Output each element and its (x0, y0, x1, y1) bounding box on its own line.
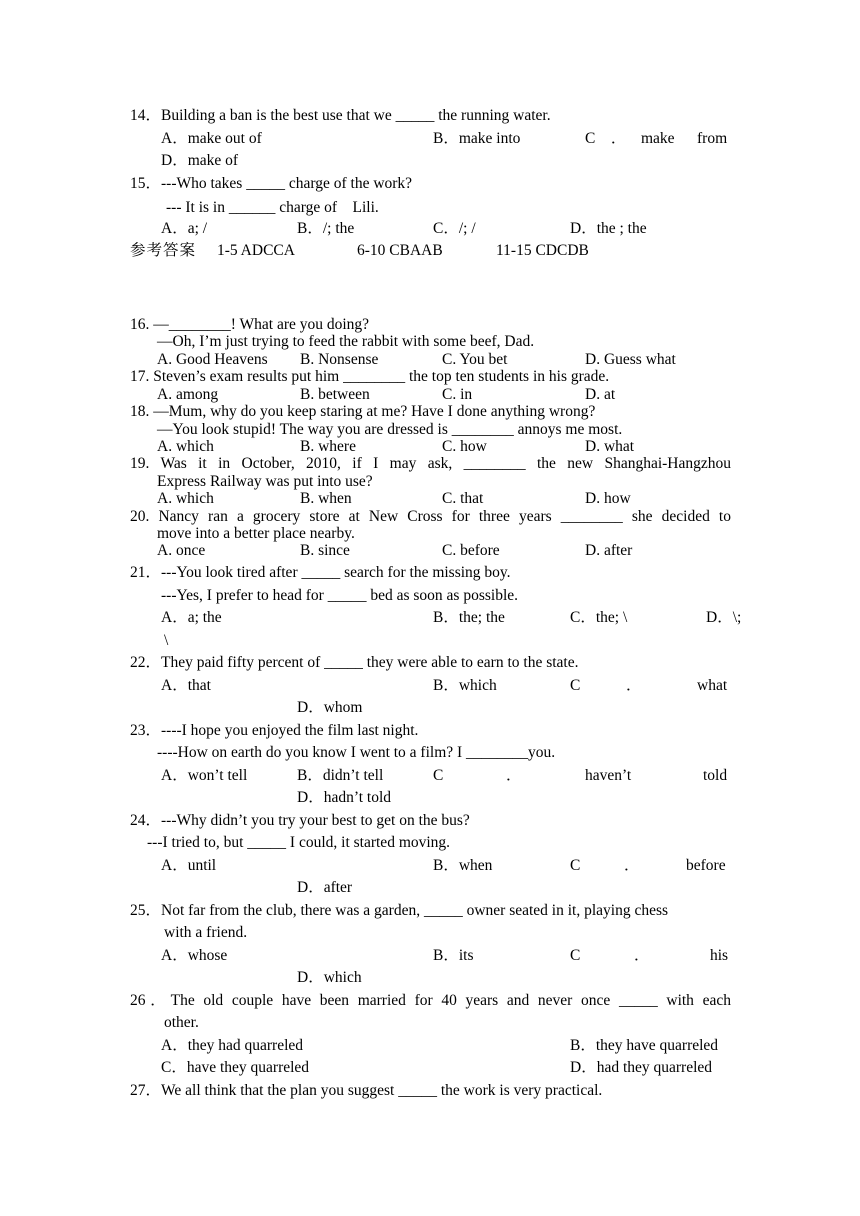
q23-option-c-word2: told (703, 767, 728, 784)
q16-stem: 16. —________! What are you doing? (130, 316, 370, 333)
q25-option-d: D．which (297, 969, 362, 986)
q15-stem-line2: --- It is in ______ charge of Lili. (166, 199, 379, 216)
q23-stem: 23．----I hope you enjoyed the film last night. (130, 722, 419, 739)
q21-option-a: A．a; the (161, 609, 222, 626)
q25-option-a: A．whose (161, 947, 228, 964)
q21-stem-line2: ---Yes, I prefer to head for _____ bed as soon as possible. (161, 587, 518, 604)
q24-stem-line2: ---I tried to, but _____ I could, it started moving. (147, 834, 451, 851)
q16-option-a: A. Good Heavens (157, 351, 268, 368)
q20-stem-line2: move into a better place nearby. (157, 525, 355, 542)
q21-option-d: D．\; (706, 609, 742, 626)
q18-option-d: D. what (585, 438, 635, 455)
q25-stem-line2: with a friend. (164, 924, 248, 941)
q15-option-c: C．/; / (433, 220, 476, 237)
q24-option-c-word: before (686, 857, 726, 874)
q15-option-b: B．/; the (297, 220, 355, 237)
q22-option-b: B．which (433, 677, 497, 694)
q26-stem-line2: other. (164, 1014, 199, 1031)
q19-option-b: B. when (300, 490, 352, 507)
q19-option-a: A. which (157, 490, 214, 507)
q18-option-a: A. which (157, 438, 214, 455)
q16-option-c: C. You bet (442, 351, 508, 368)
q16-stem-line2: —Oh, I’m just trying to feed the rabbit with some beef, Dad. (157, 333, 535, 350)
q18-stem: 18. —Mum, why do you keep staring at me? Have I done anything wrong? (130, 403, 596, 420)
answer-key-11-15: 11-15 CDCDB (496, 242, 589, 259)
q14-option-b: B．make into (433, 130, 521, 147)
q17-option-a: A. among (157, 386, 219, 403)
q25-option-c-word: his (710, 947, 729, 964)
q20-option-c: C. before (442, 542, 500, 559)
q20-option-a: A. once (157, 542, 206, 559)
q22-option-c-dot: ． (626, 677, 642, 694)
q19-stem-line2: Express Railway was put into use? (157, 473, 373, 490)
q21-option-b: B．the; the (433, 609, 505, 626)
q25-stem: 25．Not far from the club, there was a garden, _____ owner seated in it, playing chess (130, 902, 669, 919)
q14-option-c-word2: from (697, 130, 728, 147)
q25-option-b: B．its (433, 947, 474, 964)
q23-option-c-dot: ． (506, 767, 522, 784)
q24-option-d: D．after (297, 879, 353, 896)
answer-key-1-5: 1-5 ADCCA (217, 242, 295, 259)
q20-stem: 20. Nancy ran a grocery store at New Cross for three years ________ she decided to (130, 508, 731, 525)
q27-stem: 27．We all think that the plan you suggest _____ the work is very practical. (130, 1082, 603, 1099)
q18-option-c: C. how (442, 438, 487, 455)
q21-option-c: C．the; \ (570, 609, 628, 626)
q18-option-b: B. where (300, 438, 356, 455)
q15-stem: 15．---Who takes _____ charge of the work? (130, 175, 413, 192)
q17-option-d: D. at (585, 386, 616, 403)
q14-option-a: A．make out of (161, 130, 262, 147)
q24-option-c-label: C (570, 857, 581, 874)
q23-option-a: A．won’t tell (161, 767, 248, 784)
q22-option-d: D．whom (297, 699, 363, 716)
q23-option-c-label: C (433, 767, 444, 784)
q14-option-d: D．make of (161, 152, 239, 169)
q25-option-c-label: C (570, 947, 581, 964)
q26-option-a: A．they had quarreled (161, 1037, 304, 1054)
q22-option-c-label: C (570, 677, 581, 694)
q21-option-d-continued: \ (164, 632, 169, 649)
q26-option-b: B．they have quarreled (570, 1037, 719, 1054)
q23-stem-line2: ----How on earth do you know I went to a film? I ________you. (157, 744, 556, 761)
q16-option-d: D. Guess what (585, 351, 676, 368)
q16-option-b: B. Nonsense (300, 351, 379, 368)
q20-option-d: D. after (585, 542, 633, 559)
answer-key-label: 参考答案 (130, 242, 197, 259)
q22-option-c-word: what (697, 677, 728, 694)
q15-option-d: D．the ; the (570, 220, 647, 237)
q24-option-c-dot: ． (624, 857, 640, 874)
q19-option-c: C. that (442, 490, 484, 507)
q19-stem: 19. Was it in October, 2010, if I may ask, ________ the new Shanghai-Hangzhou (130, 455, 731, 472)
q26-option-c: C．have they quarreled (161, 1059, 310, 1076)
q24-stem: 24．---Why didn’t you try your best to get on the bus? (130, 812, 470, 829)
q14-stem: 14．Building a ban is the best use that we _____ the running water. (130, 107, 551, 124)
q26-stem: 26．The old couple have been married for 40 years and never once _____ with each (130, 992, 731, 1009)
q18-stem-line2: —You look stupid! The way you are dressed is ________ annoys me most. (157, 421, 623, 438)
q24-option-a: A．until (161, 857, 217, 874)
q23-option-d: D．hadn’t told (297, 789, 391, 806)
q22-option-a: A．that (161, 677, 211, 694)
answer-key-6-10: 6-10 CBAAB (357, 242, 443, 259)
q21-stem: 21．---You look tired after _____ search for the missing boy. (130, 564, 511, 581)
q17-option-c: C. in (442, 386, 473, 403)
q23-option-c-word1: haven’t (585, 767, 632, 784)
q20-option-b: B. since (300, 542, 350, 559)
q14-option-c-label: C ． (585, 130, 627, 147)
q19-option-d: D. how (585, 490, 631, 507)
q17-stem: 17. Steven’s exam results put him ________ the top ten students in his grade. (130, 368, 610, 385)
q17-option-b: B. between (300, 386, 370, 403)
q25-option-c-dot: ． (634, 947, 650, 964)
q14-option-c-word1: make (641, 130, 675, 147)
q23-option-b: B．didn’t tell (297, 767, 384, 784)
q22-stem: 22．They paid fifty percent of _____ they were able to earn to the state. (130, 654, 579, 671)
q15-option-a: A．a; / (161, 220, 208, 237)
q24-option-b: B．when (433, 857, 493, 874)
q26-option-d: D．had they quarreled (570, 1059, 713, 1076)
